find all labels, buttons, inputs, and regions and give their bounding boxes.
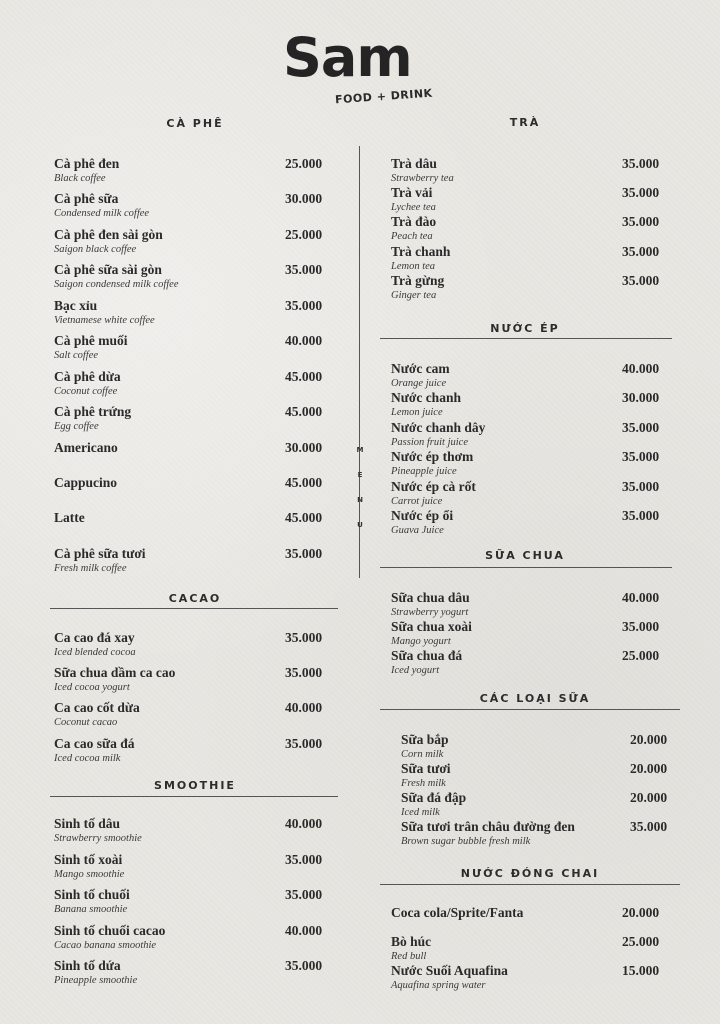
item-price: 40.000 xyxy=(285,816,323,831)
item-english-name: Aquafina spring water xyxy=(391,980,486,991)
item-price: 35.000 xyxy=(622,156,660,171)
item-name: Cà phê đen sài gòn xyxy=(54,227,163,242)
section-rule-sua-chua xyxy=(380,567,672,568)
item-price: 35.000 xyxy=(285,887,323,902)
item-english-name: Lemon juice xyxy=(391,407,443,418)
item-price: 40.000 xyxy=(285,333,323,348)
section-title-nuoc-dong-chai: NƯỚC ĐÓNG CHAI xyxy=(460,867,600,880)
item-english-name: Black coffee xyxy=(54,173,106,184)
item-price: 35.000 xyxy=(622,214,660,229)
item-name: Sinh tố dâu xyxy=(54,816,121,831)
item-price: 15.000 xyxy=(622,963,660,978)
item-price: 35.000 xyxy=(622,508,660,523)
section-rule-cac-loai-sua xyxy=(380,709,680,710)
item-price: 35.000 xyxy=(285,736,323,751)
item-price: 20.000 xyxy=(630,790,668,805)
item-price: 35.000 xyxy=(622,479,660,494)
item-name: Nước ép ổi xyxy=(391,508,454,523)
item-price: 35.000 xyxy=(285,630,323,645)
item-english-name: Passion fruit juice xyxy=(391,437,468,448)
item-name: Sinh tố xoài xyxy=(54,852,123,867)
item-english-name: Condensed milk coffee xyxy=(54,208,150,219)
item-price: 25.000 xyxy=(622,934,660,949)
item-english-name: Brown sugar bubble fresh milk xyxy=(401,836,531,847)
item-name: Ca cao đá xay xyxy=(54,630,135,645)
item-english-name: Orange juice xyxy=(391,378,447,389)
section-rule-cacao xyxy=(50,608,338,609)
brand-logo xyxy=(283,26,433,107)
section-rule-nuoc-dong-chai xyxy=(380,884,680,885)
item-english-name: Strawberry tea xyxy=(391,173,454,184)
item-price: 40.000 xyxy=(285,923,323,938)
item-name: Nước cam xyxy=(391,361,450,376)
item-english-name: Coconut coffee xyxy=(54,386,118,397)
item-price: 30.000 xyxy=(622,390,660,405)
item-english-name: Banana smoothie xyxy=(54,904,128,915)
item-name: Sữa tươi xyxy=(401,761,451,776)
item-english-name: Saigon condensed milk coffee xyxy=(54,279,179,290)
item-price: 25.000 xyxy=(622,648,660,663)
item-name: Nước ép cà rốt xyxy=(391,479,476,494)
item-price: 45.000 xyxy=(285,475,323,490)
vertical-menu-label xyxy=(355,446,365,546)
item-english-name: Pineapple juice xyxy=(391,466,457,477)
item-name: Ca cao cốt dừa xyxy=(54,700,140,715)
menu-letter: M xyxy=(356,446,364,454)
item-name: Bò húc xyxy=(391,934,432,949)
item-name: Cà phê sữa tươi xyxy=(54,546,146,561)
item-name: Sinh tố chuối xyxy=(54,887,130,902)
item-price: 40.000 xyxy=(622,361,660,376)
item-price: 45.000 xyxy=(285,510,323,525)
item-name: Sữa chua đá xyxy=(391,648,463,663)
item-price: 25.000 xyxy=(285,156,323,171)
section-title-smoothie: SMOOTHIE xyxy=(154,779,236,792)
item-english-name: Pineapple smoothie xyxy=(54,975,138,986)
item-price: 40.000 xyxy=(622,590,660,605)
item-english-name: Lychee tea xyxy=(391,202,436,213)
section-rule-nuoc-ep xyxy=(380,338,672,339)
item-name: Trà vải xyxy=(391,185,433,200)
section-rule-smoothie xyxy=(50,796,338,797)
item-english-name: Saigon black coffee xyxy=(54,244,137,255)
item-price: 35.000 xyxy=(285,546,323,561)
item-name: Sinh tố dứa xyxy=(54,958,121,973)
item-name: Sinh tố chuối cacao xyxy=(54,923,166,938)
item-price: 35.000 xyxy=(622,185,660,200)
item-english-name: Coconut cacao xyxy=(54,717,118,728)
item-name: Coca cola/Sprite/Fanta xyxy=(391,905,524,920)
item-english-name: Salt coffee xyxy=(54,350,99,361)
item-name: Nước chanh xyxy=(391,390,461,405)
item-english-name: Lemon tea xyxy=(391,261,436,272)
item-name: Cà phê sữa sài gòn xyxy=(54,262,162,277)
menu-letter: U xyxy=(357,521,363,529)
item-name: Cà phê dừa xyxy=(54,369,121,384)
item-english-name: Iced blended cocoa xyxy=(54,647,136,658)
item-name: Trà chanh xyxy=(391,244,451,259)
item-name: Cappucino xyxy=(54,475,118,490)
section-title-nuoc-ep: NƯỚC ÉP xyxy=(490,322,560,335)
menu-letter: E xyxy=(357,471,363,479)
item-english-name: Egg coffee xyxy=(54,421,99,432)
section-title-cacao: CACAO xyxy=(168,592,222,605)
item-price: 35.000 xyxy=(285,958,323,973)
item-price: 35.000 xyxy=(622,420,660,435)
item-price: 35.000 xyxy=(285,665,323,680)
logo-name: Sam xyxy=(283,26,412,89)
item-english-name: Iced cocoa milk xyxy=(54,753,121,764)
item-price: 20.000 xyxy=(622,905,660,920)
item-price: 35.000 xyxy=(622,449,660,464)
item-price: 35.000 xyxy=(285,852,323,867)
item-english-name: Carrot juice xyxy=(391,496,443,507)
item-price: 20.000 xyxy=(630,761,668,776)
item-name: Sữa chua xoài xyxy=(391,619,472,634)
item-english-name: Corn milk xyxy=(401,749,444,760)
item-price: 35.000 xyxy=(630,819,668,834)
item-english-name: Iced yogurt xyxy=(391,665,440,676)
item-price: 35.000 xyxy=(622,244,660,259)
item-english-name: Iced cocoa yogurt xyxy=(54,682,130,693)
section-title-tra: TRÀ xyxy=(509,116,541,129)
item-name: Sữa tươi trân châu đường đen xyxy=(401,819,575,834)
item-name: Cà phê muối xyxy=(54,333,128,348)
item-name: Cà phê trứng xyxy=(54,404,132,419)
item-price: 35.000 xyxy=(285,262,323,277)
item-name: Trà gừng xyxy=(391,273,445,288)
item-name: Nước Suối Aquafina xyxy=(391,963,508,978)
item-english-name: Red bull xyxy=(391,951,427,962)
item-name: Trà đào xyxy=(391,214,437,229)
item-english-name: Vietnamese white coffee xyxy=(54,315,155,326)
item-english-name: Peach tea xyxy=(391,231,433,242)
item-price: 40.000 xyxy=(285,700,323,715)
item-price: 35.000 xyxy=(622,619,660,634)
item-english-name: Cacao banana smoothie xyxy=(54,940,157,951)
item-name: Ca cao sữa đá xyxy=(54,736,135,751)
item-english-name: Fresh milk xyxy=(401,778,446,789)
item-english-name: Iced milk xyxy=(401,807,440,818)
section-title-cac-loai-sua: CÁC LOẠI SỮA xyxy=(479,692,591,705)
item-english-name: Strawberry smoothie xyxy=(54,833,142,844)
item-price: 30.000 xyxy=(285,191,323,206)
item-price: 45.000 xyxy=(285,369,323,384)
menu-letter: N xyxy=(357,496,363,504)
item-name: Trà dâu xyxy=(391,156,437,171)
item-name: Sữa chua dầm ca cao xyxy=(54,665,176,680)
logo-tagline: FOOD + DRINK xyxy=(334,86,433,107)
item-name: Latte xyxy=(54,510,85,525)
item-name: Sữa đá đập xyxy=(401,790,467,805)
item-price: 30.000 xyxy=(285,440,323,455)
item-name: Sữa chua dâu xyxy=(391,590,470,605)
section-title-ca-phe: CÀ PHÊ xyxy=(166,117,224,130)
item-name: Sữa bắp xyxy=(401,732,449,747)
item-name: Cà phê đen xyxy=(54,156,120,171)
item-english-name: Fresh milk coffee xyxy=(54,563,127,574)
item-english-name: Mango yogurt xyxy=(391,636,451,647)
item-english-name: Ginger tea xyxy=(391,290,437,301)
section-title-sua-chua: SỮA CHUA xyxy=(485,549,565,562)
item-english-name: Mango smoothie xyxy=(54,869,125,880)
item-price: 35.000 xyxy=(285,298,323,313)
item-name: Americano xyxy=(54,440,118,455)
item-price: 45.000 xyxy=(285,404,323,419)
item-name: Bạc xỉu xyxy=(54,298,98,313)
item-english-name: Strawberry yogurt xyxy=(391,607,469,618)
item-price: 20.000 xyxy=(630,732,668,747)
item-price: 25.000 xyxy=(285,227,323,242)
item-name: Nước ép thơm xyxy=(391,449,474,464)
item-name: Cà phê sữa xyxy=(54,191,119,206)
item-english-name: Guava Juice xyxy=(391,525,444,536)
item-price: 35.000 xyxy=(622,273,660,288)
item-name: Nước chanh dây xyxy=(391,420,486,435)
